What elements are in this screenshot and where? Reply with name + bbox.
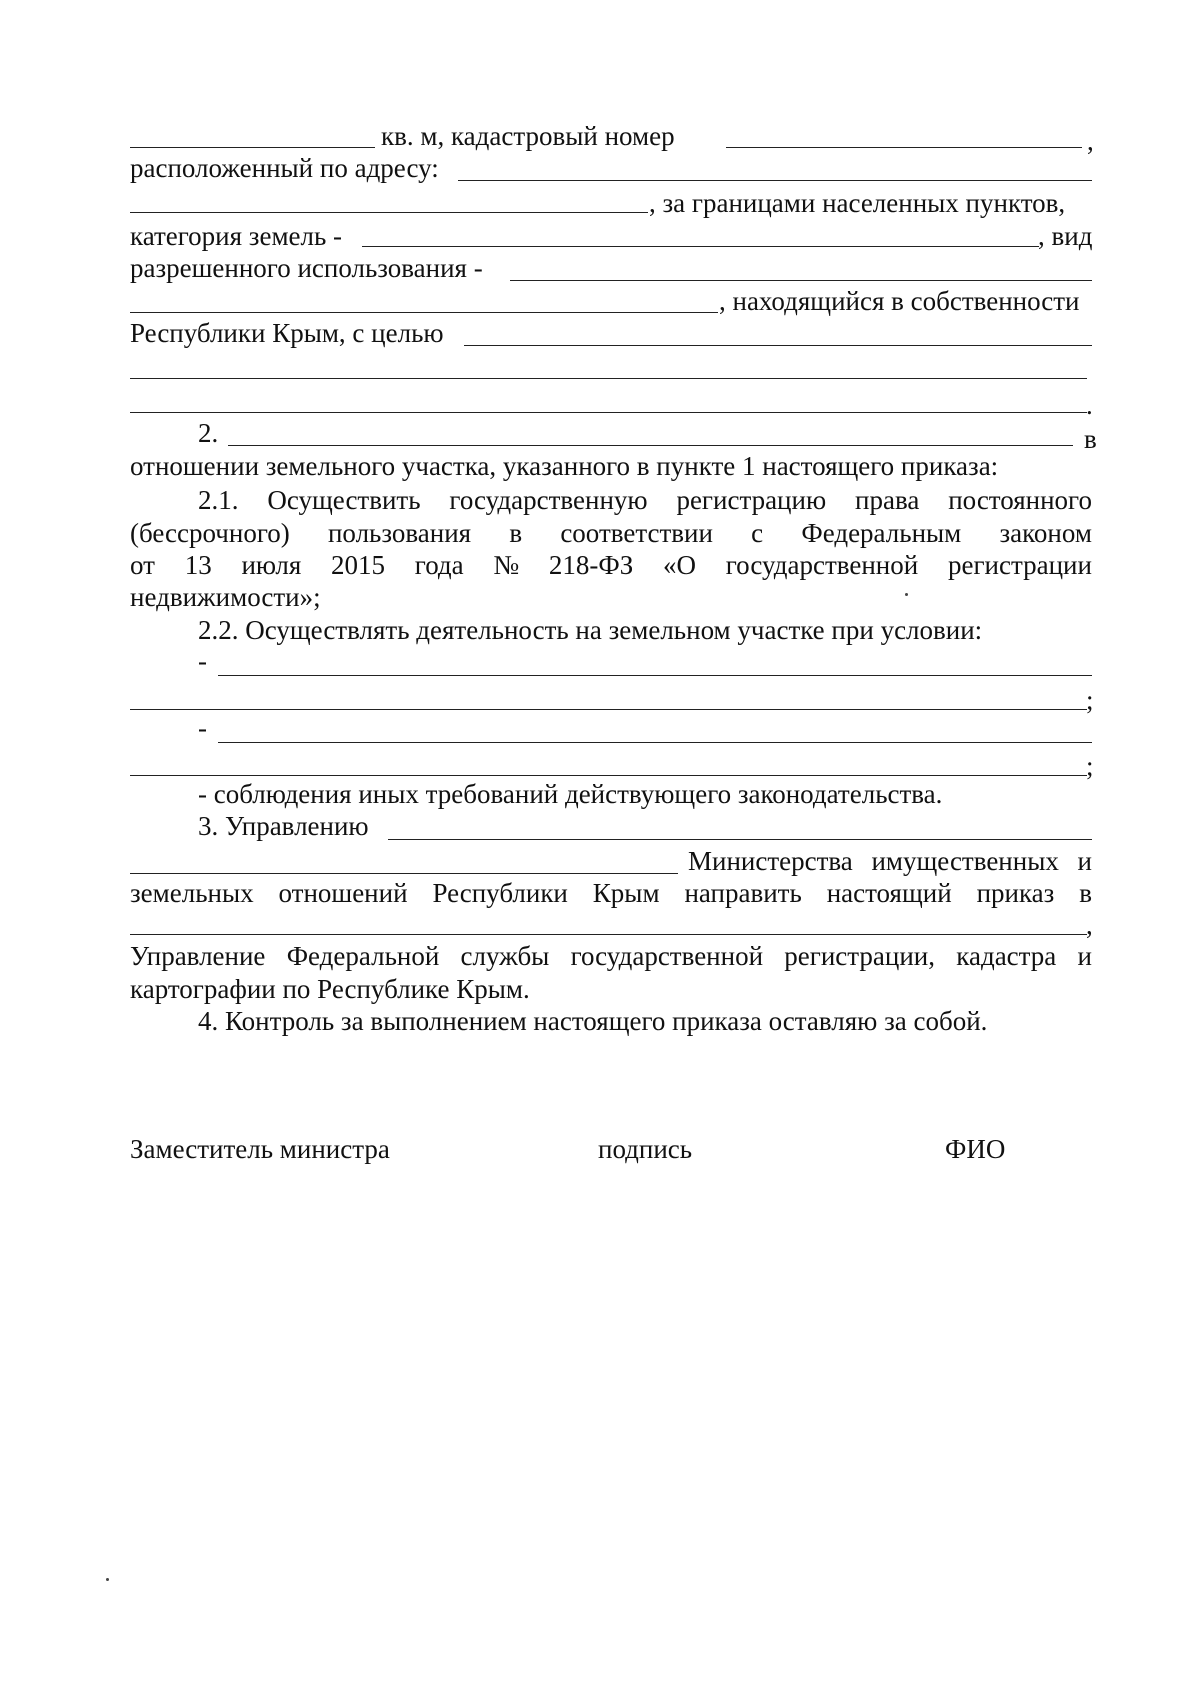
item-3-line-3 <box>130 880 1092 907</box>
word: регистрацию <box>676 485 827 515</box>
condition-2-blank-2 <box>130 775 1087 776</box>
word: июля <box>241 550 302 580</box>
word: направить <box>684 878 802 908</box>
rosreestr-end-text: картографии по Республике Крым. <box>130 974 530 1004</box>
land-category-label: категория земель - <box>130 221 343 251</box>
condition-1-blank-1 <box>218 675 1092 676</box>
comma-recipient: , <box>1086 910 1093 940</box>
word: Федеральным <box>801 518 962 548</box>
other-requirements-text: - соблюдения иных требований действующего законодательства. <box>198 779 943 809</box>
address-blank-2 <box>130 212 648 213</box>
word: Управление <box>130 941 266 971</box>
word: (бессрочного) <box>130 518 290 548</box>
word: постоянного <box>948 485 1092 515</box>
word: в <box>1079 878 1092 908</box>
rosreestr-line <box>130 943 1092 970</box>
word: настоящий <box>826 878 952 908</box>
item-2-blank <box>228 445 1073 446</box>
area-blank <box>130 147 375 148</box>
word: соответствии <box>560 518 713 548</box>
item-2-regarding-text: отношении земельного участка, указанного в пункте 1 настоящего приказа: <box>130 451 999 481</box>
word: приказ <box>976 878 1055 908</box>
permitted-use-blank-2 <box>130 312 718 313</box>
cadastral-number-blank <box>726 147 1082 148</box>
word: Федеральной <box>286 941 440 971</box>
ownership-text: , находящийся в собственности <box>719 286 1080 316</box>
item-3-department-label: 3. Управлению <box>198 811 369 841</box>
crimea-purpose-label: Республики Крым, с целью <box>130 318 444 348</box>
word: от <box>130 550 155 580</box>
item-2-1-line-1 <box>198 487 1092 514</box>
word: кадастра <box>956 941 1057 971</box>
word: государственную <box>449 485 648 515</box>
word: № <box>493 550 520 580</box>
address-label: расположенный по адресу: <box>130 153 439 183</box>
word: «О <box>663 550 697 580</box>
item-2-1-line-4: недвижимости»; <box>130 582 321 612</box>
permitted-use-label: разрешенного использования - <box>130 253 483 283</box>
item-2-1-line-2 <box>130 520 1092 547</box>
condition-1-blank-2 <box>130 709 1087 710</box>
condition-dash-2: - <box>198 713 207 743</box>
word: 2015 <box>331 550 386 580</box>
department-blank-2 <box>130 873 678 874</box>
word: отношений <box>278 878 408 908</box>
recipient-blank <box>130 934 1087 935</box>
condition-2-blank-1 <box>218 742 1092 743</box>
comma-vid-text: , вид <box>1038 221 1093 251</box>
item-2-number: 2. <box>198 418 219 448</box>
signature-placeholder: подпись <box>598 1134 693 1164</box>
word: государственной <box>725 550 919 580</box>
beyond-settlements-text: , за границами населенных пунктов, <box>649 188 1066 218</box>
address-blank-1 <box>458 180 1092 181</box>
comma-text: , <box>1087 126 1094 156</box>
word: и <box>1077 846 1092 876</box>
purpose-blank-2 <box>130 378 1087 379</box>
word: 2.1. <box>198 485 239 515</box>
signatory-name-placeholder: ФИО <box>945 1134 1006 1164</box>
word: государственной <box>570 941 764 971</box>
word: пользования <box>327 518 472 548</box>
word: Крым <box>592 878 660 908</box>
word: имущественных <box>871 846 1059 876</box>
item-4-control-text: 4. Контроль за выполнением настоящего приказа оставляю за собой. <box>198 1006 988 1036</box>
semicolon-2: ; <box>1086 751 1094 781</box>
word: Осуществить <box>267 485 421 515</box>
department-blank-1 <box>388 839 1092 840</box>
purpose-blank-1 <box>464 345 1092 346</box>
word: законом <box>999 518 1092 548</box>
word: регистрации <box>947 550 1092 580</box>
word: Министерства <box>688 846 853 876</box>
semicolon-1: ; <box>1086 685 1094 715</box>
item-2-in-word: в <box>1084 424 1097 454</box>
word: и <box>1077 941 1092 971</box>
word: земельных <box>130 878 254 908</box>
word: 13 <box>184 550 212 580</box>
word: в <box>509 518 523 548</box>
scan-speck <box>905 593 908 596</box>
word: регистрации, <box>784 941 935 971</box>
purpose-blank-3 <box>130 412 1087 413</box>
scan-speck <box>106 1578 109 1581</box>
word: 218-ФЗ <box>548 550 634 580</box>
word: службы <box>460 941 550 971</box>
permitted-use-blank-1 <box>510 280 1092 281</box>
item-2-1-line-3 <box>130 552 1092 579</box>
item-2-2-text: 2.2. Осуществлять деятельность на земельном участке при условии: <box>198 615 983 645</box>
word: Республики <box>432 878 568 908</box>
area-unit-text: кв. м, кадастровый номер <box>381 121 675 151</box>
signatory-position: Заместитель министра <box>130 1134 390 1164</box>
word: с <box>751 518 764 548</box>
condition-dash-1: - <box>198 646 207 676</box>
word: права <box>855 485 920 515</box>
word: года <box>414 550 464 580</box>
land-category-blank <box>362 246 1039 247</box>
ministry-line <box>688 848 1092 875</box>
period-text: . <box>1086 390 1093 420</box>
